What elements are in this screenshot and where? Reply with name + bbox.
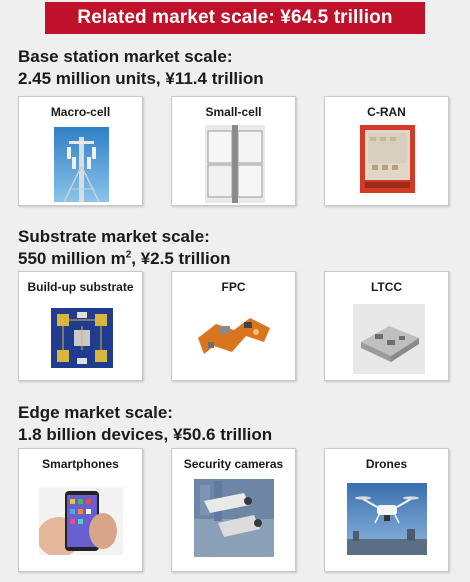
card-label: FPC [221,280,246,294]
security-cameras-card [171,448,296,572]
circuit-board-photo-icon [47,304,117,372]
market-scale-banner: Related market scale: ¥64.5 trillion [45,2,425,34]
substrate-cards [18,271,458,381]
c-ran-card [324,96,449,206]
base-station-section [18,46,458,206]
card-label: Build-up substrate [27,280,134,294]
card-label: Smartphones [42,457,119,471]
substrate-heading-line1: Substrate market scale: [18,227,210,246]
base-station-heading-line1: Base station market scale: [18,47,233,66]
smartphones-card [18,448,143,572]
small-cell-card [171,96,296,206]
security-camera-photo-icon [194,479,274,557]
substrate-heading-line2 [18,248,458,270]
build-up-substrate-card [18,271,143,381]
edge-cards [18,448,458,572]
small-cell-antenna-photo-icon [205,125,265,203]
macro-cell-card [18,96,143,206]
smartphone-photo-icon [39,487,123,555]
card-label: Macro-cell [50,105,111,119]
base-station-cards [18,96,458,206]
flexible-circuit-photo-icon [194,306,274,366]
base-station-heading-line2: 2.45 million units, ¥11.4 trillion [18,69,264,88]
fpc-card [171,271,296,381]
edge-section [18,402,458,572]
substrate-value-suffix: , ¥2.5 trillion [131,249,231,268]
drones-card [324,448,449,572]
drone-photo-icon [347,483,427,555]
substrate-section [18,226,458,386]
card-label: LTCC [370,280,403,294]
substrate-area-exponent: 2 [125,249,132,261]
cell-tower-photo-icon [54,127,109,202]
ceramic-module-photo-icon [353,304,425,374]
card-label: Drones [365,457,408,471]
card-label: Small-cell [205,105,262,119]
substrate-area-value: 550 million m [18,249,126,268]
card-label: C-RAN [367,105,406,119]
edge-heading-line1: Edge market scale: [18,403,173,422]
ltcc-card [324,271,449,381]
edge-heading-line2: 1.8 billion devices, ¥50.6 trillion [18,425,273,444]
card-label: Security cameras [183,457,284,471]
c-ran-unit-photo-icon [360,125,415,193]
